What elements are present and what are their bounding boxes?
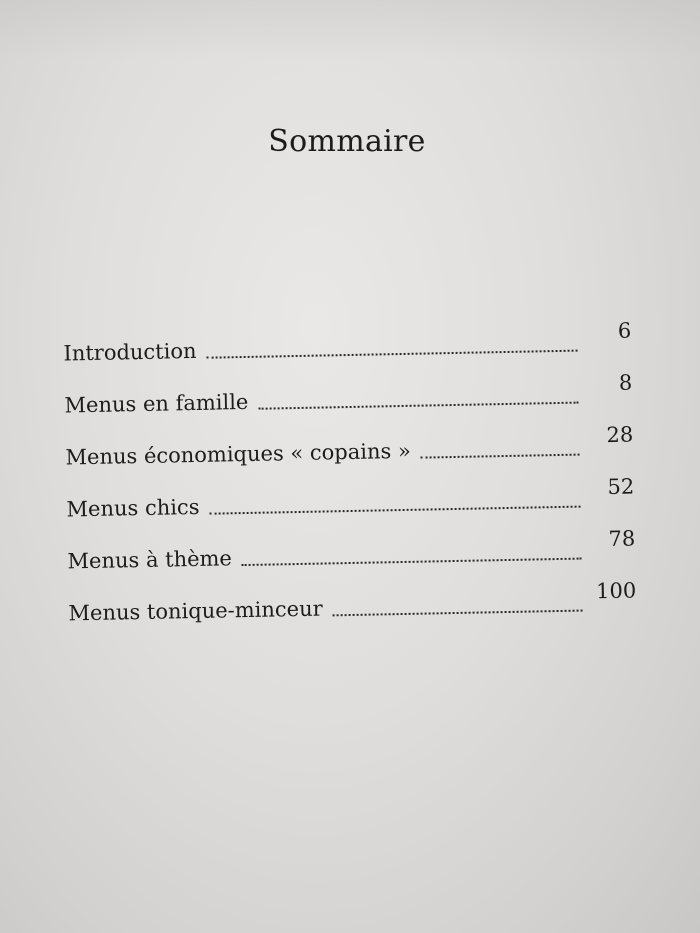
toc-entry-label: Introduction [63, 338, 197, 366]
toc-entry-page: 78 [608, 526, 636, 552]
toc-entry-menus-chics [66, 474, 635, 524]
toc-entry-introduction [63, 318, 632, 368]
toc-entry-label: Menus économiques « copains » [65, 438, 412, 470]
toc-entry-label: Menus tonique-minceur [68, 596, 323, 626]
toc-entry-menus-en-famille [64, 370, 633, 420]
dot-leader [333, 610, 583, 617]
toc-entry-menus-a-theme [67, 526, 636, 576]
page-title: Sommaire [268, 124, 426, 159]
toc-entry-menus-tonique-minceur [68, 578, 637, 628]
toc-entry-label: Menus à thème [67, 546, 233, 574]
toc-entry-label: Menus chics [66, 494, 200, 522]
dot-leader [207, 350, 578, 359]
toc-entry-menus-economiques [65, 422, 634, 472]
dot-leader [421, 454, 580, 459]
toc-entry-page: 6 [617, 318, 632, 343]
toc-entry-label: Menus en famille [64, 389, 249, 418]
toc-entry-page: 28 [606, 422, 634, 448]
toc-entry-page: 52 [607, 474, 635, 500]
dot-leader [258, 402, 578, 410]
toc-entry-page: 8 [618, 370, 633, 395]
dot-leader [242, 558, 582, 567]
toc-entry-page: 100 [595, 578, 637, 604]
dot-leader [210, 506, 581, 515]
